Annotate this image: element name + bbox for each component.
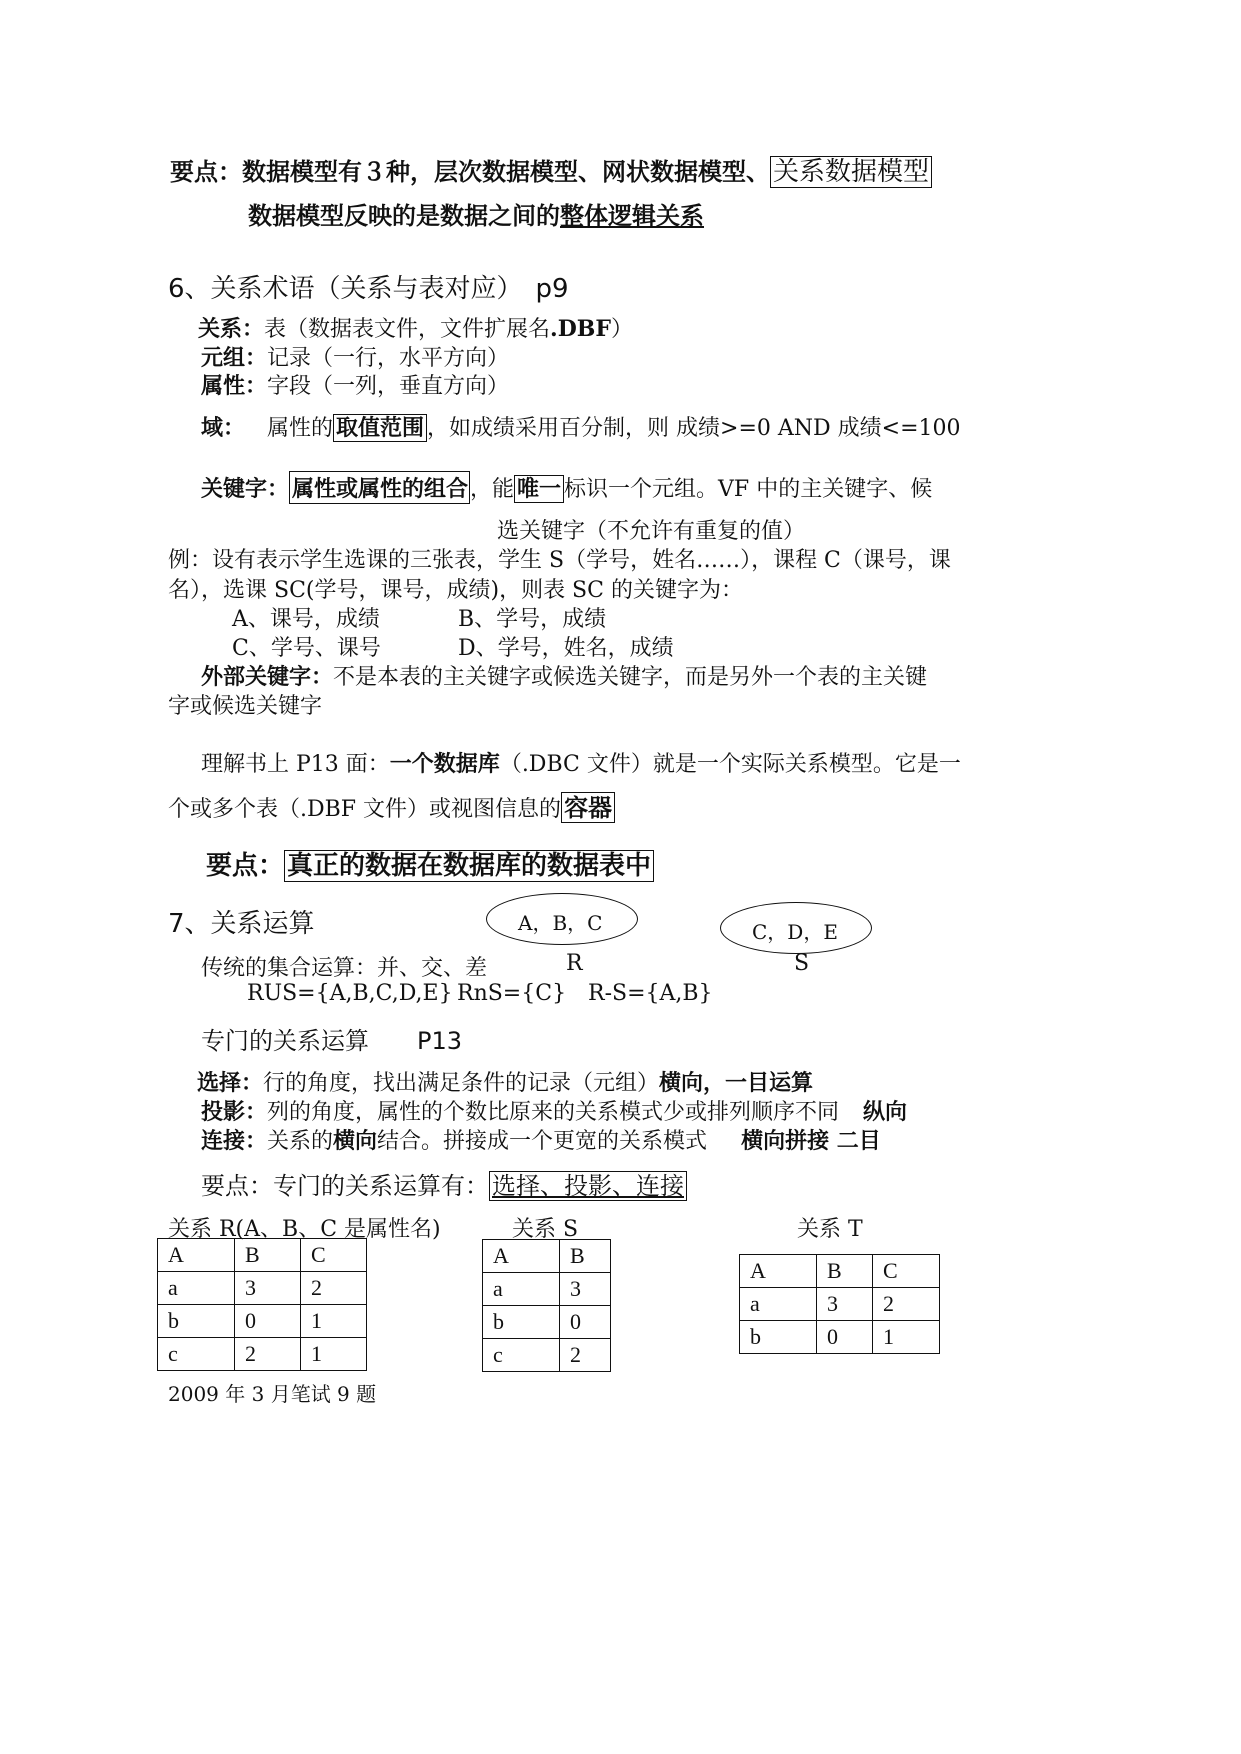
relational-model-box: 关系数据模型 — [770, 156, 932, 188]
select-text: 行的角度，找出满足条件的记录（元组） — [263, 1071, 660, 1096]
table-header-cell: B — [560, 1240, 611, 1273]
example-line1: 例：设有表示学生选课的三张表，学生 S（学号，姓名……），课程 C（课号，课 — [168, 548, 951, 573]
join-bold1: 横向 — [333, 1128, 378, 1154]
database-bold: 一个数据库 — [389, 751, 500, 777]
table-row — [483, 1306, 611, 1339]
section6-heading: 6、关系术语（关系与表对应） p9 — [168, 274, 569, 304]
point3-line — [201, 1166, 687, 1201]
join-label: 连接： — [201, 1128, 268, 1154]
relation-s-table — [482, 1239, 611, 1372]
project-label: 投影： — [201, 1099, 268, 1125]
value-range-box: 取值范围 — [333, 414, 427, 442]
example-line2: 名），选课 SC(学号，课号，成绩)，则表 SC 的关键字为： — [168, 578, 743, 603]
table-row — [158, 1305, 367, 1338]
attribute-label: 属性： — [201, 373, 268, 399]
point-text: 数据模型有３种，层次数据模型、网状数据模型、 — [242, 157, 770, 186]
project-bold: 纵向 — [863, 1099, 908, 1125]
join-line — [201, 1124, 881, 1155]
table-cell: 3 — [817, 1288, 873, 1321]
table-r-caption: 关系 R(A、B、C 是属性名) — [168, 1217, 441, 1242]
table-header-row — [483, 1240, 611, 1273]
tuple-label: 元组： — [201, 345, 268, 371]
domain-label: 域： — [201, 415, 246, 441]
option-c: C、学号、课号 — [232, 636, 381, 661]
table-cell: 0 — [235, 1305, 301, 1338]
point2-line — [206, 845, 654, 882]
foreign-key-label: 外部关键字： — [201, 664, 334, 690]
table-row — [740, 1321, 940, 1354]
point-label: 要点： — [170, 157, 242, 186]
relation-s-label: S — [794, 951, 810, 976]
table-header-cell: C — [301, 1239, 367, 1272]
foreign-key-line — [201, 660, 927, 691]
point-line2-underlined: 整体逻辑关系 — [560, 201, 704, 230]
select-bold: 横向，一目运算 — [659, 1070, 814, 1096]
domain-pre: 属性的 — [267, 416, 334, 441]
table-cell: 3 — [235, 1272, 301, 1305]
union-result: RUS={A,B,C,D,E} — [247, 981, 453, 1006]
point3-label: 要点：专门的关系运算有： — [201, 1172, 489, 1200]
foreign-key-text: 不是本表的主关键字或候选关键字，而是另外一个表的主关键 — [333, 665, 928, 690]
select-label: 选择： — [197, 1070, 264, 1096]
relation-line — [198, 312, 633, 343]
point-line2-text: 数据模型反映的是数据之间的 — [248, 201, 560, 230]
table-header-row — [740, 1255, 940, 1288]
table-cell: c — [158, 1338, 235, 1371]
table-header-row — [158, 1239, 367, 1272]
option-a: A、课号，成绩 — [232, 607, 380, 632]
table-header-cell: B — [817, 1255, 873, 1288]
point-heading — [170, 151, 932, 188]
set-operations: 传统的集合运算：并、交、差 — [201, 956, 488, 981]
table-cell: 2 — [301, 1272, 367, 1305]
project-text: 列的角度，属性的个数比原来的关系模式少或排列顺序不同 — [267, 1100, 840, 1125]
relation-s-attrs: C，D，E — [752, 920, 838, 944]
table-s-caption: 关系 S — [512, 1217, 579, 1242]
relation-r-attrs: A，B，C — [518, 911, 603, 935]
table-header-cell: A — [483, 1240, 560, 1273]
database-line2 — [168, 788, 615, 823]
relation-label: 关系： — [198, 316, 265, 342]
tuple-text: 记录（一行，水平方向） — [267, 346, 510, 371]
section7-heading: 7、关系运算 — [168, 909, 315, 939]
table-cell: 2 — [235, 1338, 301, 1371]
table-cell: 1 — [873, 1321, 940, 1354]
table-cell: 2 — [560, 1339, 611, 1372]
footer-note: 2009 年 3 月笔试 9 题 — [168, 1382, 377, 1406]
table-cell: b — [158, 1305, 235, 1338]
table-cell: a — [158, 1272, 235, 1305]
table-cell: a — [740, 1288, 817, 1321]
table-cell: b — [483, 1306, 560, 1339]
table-cell: 1 — [301, 1305, 367, 1338]
real-data-box: 真正的数据在数据库的数据表中 — [284, 850, 654, 882]
table-header-cell: A — [158, 1239, 235, 1272]
container-box: 容器 — [561, 792, 615, 823]
select-line — [197, 1066, 813, 1097]
option-d: D、学号，姓名，成绩 — [458, 636, 674, 661]
join-mid: 结合。拼接成一个更宽的关系模式 — [377, 1129, 708, 1154]
attribute-line — [201, 369, 509, 400]
relation-text: 表（数据表文件，文件扩展名 — [264, 317, 551, 342]
relation-end: ） — [610, 317, 633, 342]
relation-t-table — [739, 1254, 940, 1354]
database-pre: 理解书上 P13 面： — [201, 752, 390, 777]
table-row — [740, 1288, 940, 1321]
database-line2-text: 个或多个表（.DBF 文件）或视图信息的 — [168, 797, 562, 822]
table-cell: 2 — [873, 1288, 940, 1321]
attribute-text: 字段（一列，垂直方向） — [267, 374, 510, 399]
table-header-cell: C — [873, 1255, 940, 1288]
table-cell: 3 — [560, 1273, 611, 1306]
key-mid: ，能 — [470, 477, 515, 502]
point2-label: 要点： — [206, 851, 285, 881]
intersect-result: RnS={C} — [457, 981, 567, 1006]
table-row — [158, 1338, 367, 1371]
table-cell: 0 — [560, 1306, 611, 1339]
table-row — [158, 1272, 367, 1305]
table-header-cell: B — [235, 1239, 301, 1272]
key-line — [201, 471, 932, 504]
relation-r-label: R — [566, 951, 583, 976]
tuple-line — [201, 341, 509, 372]
key-post: 标识一个元组。VF 中的主关键字、候 — [564, 477, 933, 502]
database-line — [201, 747, 961, 778]
relation-dbf: .DBF — [550, 316, 611, 342]
join-pre: 关系的 — [267, 1129, 334, 1154]
special-ops-box: 选择、投影、连接 — [489, 1171, 687, 1201]
domain-line — [201, 411, 961, 442]
database-post: （.DBC 文件）就是一个实际关系模型。它是一 — [499, 752, 961, 777]
special-ops-heading: 专门的关系运算 P13 — [201, 1027, 463, 1055]
table-cell: a — [483, 1273, 560, 1306]
key-line2: 选关键字（不允许有重复的值） — [497, 519, 806, 544]
table-cell: c — [483, 1339, 560, 1372]
table-header-cell: A — [740, 1255, 817, 1288]
table-row — [483, 1273, 611, 1306]
table-cell: 0 — [817, 1321, 873, 1354]
foreign-key-line2: 字或候选关键字 — [168, 694, 323, 719]
table-t-caption: 关系 T — [797, 1217, 863, 1242]
difference-result: R-S={A,B} — [588, 981, 713, 1006]
point-line2 — [248, 196, 704, 231]
table-cell: b — [740, 1321, 817, 1354]
join-bold2: 横向拼接 二目 — [741, 1128, 881, 1154]
table-row — [483, 1339, 611, 1372]
unique-box: 唯一 — [514, 475, 564, 503]
table-cell: 1 — [301, 1338, 367, 1371]
domain-post: ，如成绩采用百分制，则 成绩>=0 AND 成绩<=100 — [427, 416, 961, 441]
relation-r-table — [157, 1238, 367, 1371]
project-line — [201, 1095, 907, 1126]
key-label: 关键字： — [201, 476, 290, 502]
option-b: B、学号，成绩 — [458, 607, 607, 632]
attribute-combination-box: 属性或属性的组合 — [289, 471, 470, 504]
